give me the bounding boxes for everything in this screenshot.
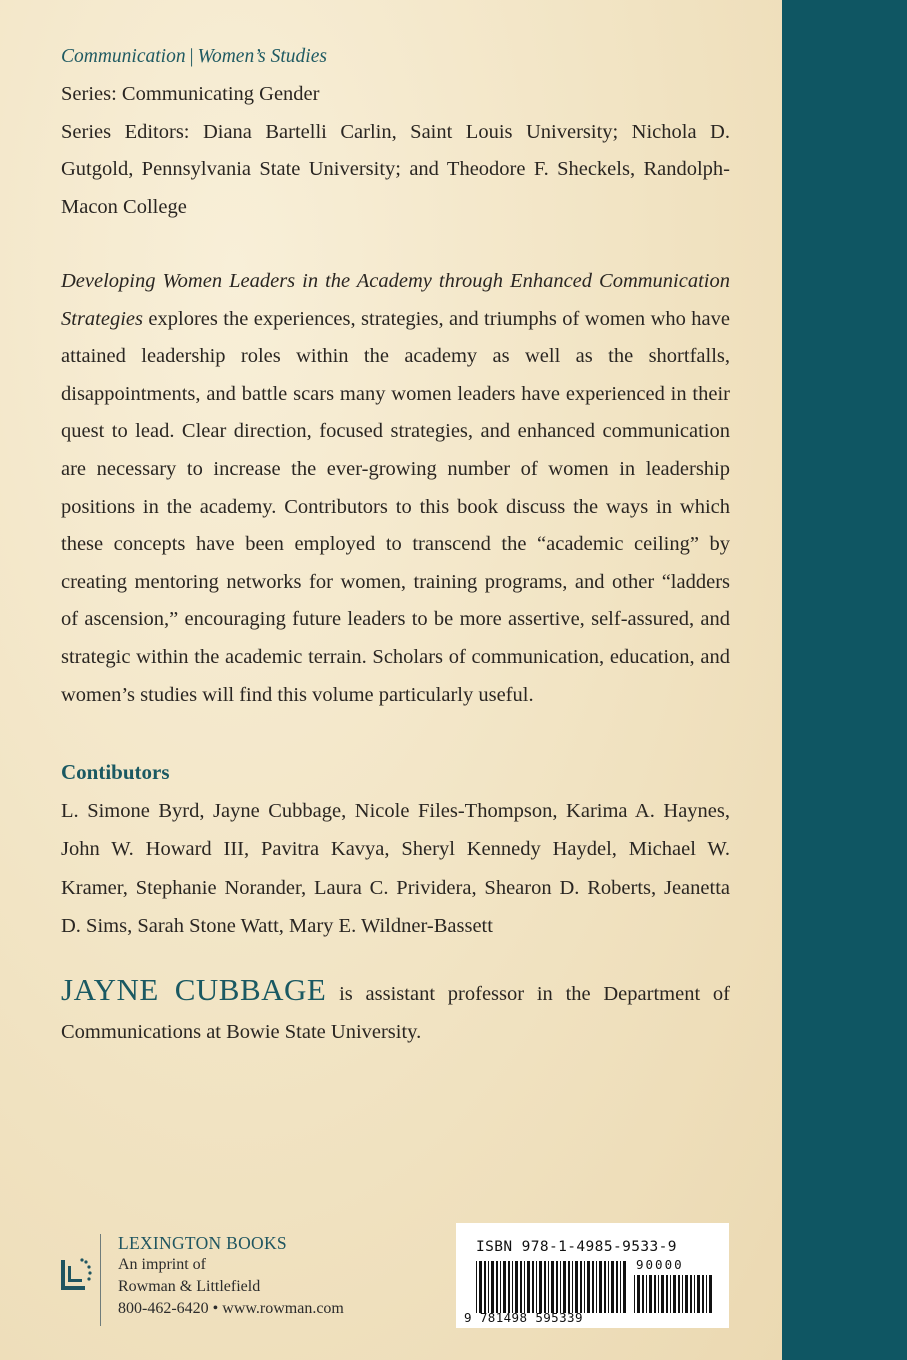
category-line — [61, 44, 730, 70]
publisher-block — [58, 1232, 388, 1327]
contributors-heading: Contibutors — [61, 760, 170, 785]
description-body: explores the experiences, strategies, and triumphs of women who have attained leadership roles within the academy as well as the shortfalls, disappointments, and battle scars many women leaders have experienced in their quest to lead. Clear direction, focused strategies, and enhanced communication are necessary to increase the ever-growing number of women in leadership positions in the academy. Contributors to this book discuss the ways in which these concepts have been employed to transcend the “academic ceiling” by creating mentoring networks for women, training programs, and other “ladders of ascension,” encouraging future leaders to be more assertive, self-assured, and strategic within the academic terrain. Scholars of communication, education, and women’s studies will find this volume particularly useful. — [61, 307, 730, 706]
barcode-icon — [476, 1261, 628, 1313]
publisher-parent: Rowman & Littlefield — [118, 1278, 261, 1295]
series-line: Series: Communicating Gender — [61, 83, 320, 105]
author-description: is assistant professor in the Department of Communications at Bowie State University. — [61, 983, 730, 1044]
isbn-label: ISBN 978-1-4985-9533-9 — [476, 1239, 677, 1255]
barcode-addon-digits: 90000 — [636, 1257, 684, 1272]
category-womens-studies: Women’s Studies — [197, 46, 327, 67]
back-cover-text — [61, 44, 730, 1072]
spine-band — [782, 0, 907, 1360]
publisher-contact: 800-462-6420 • www.rowman.com — [118, 1300, 344, 1317]
barcode-digits: 9 781498 595339 — [464, 1310, 583, 1325]
contributors-list: L. Simone Byrd, Jayne Cubbage, Nicole Files-Thompson, Karima A. Haynes, John W. Howard III, Pavitra Kavya, Sheryl Kennedy Haydel, Michael W. Kramer, Stephanie Norander, Laura C. Prividera, Shearon D. Roberts, Jeanetta D. Sims, Sarah Stone Watt, Mary E. Wildner-Bassett — [61, 800, 730, 938]
category-communication: Communication — [61, 46, 186, 67]
book-description — [61, 263, 730, 714]
publisher-imprint: An imprint of — [118, 1256, 206, 1273]
publisher-divider — [100, 1234, 101, 1326]
series-editors: Series Editors: Diana Bartelli Carlin, Saint Louis University; Nichola D. Gutgold, Pennsylvania State University; and Theodore F. Sheckels, Randolph-Macon College — [61, 120, 730, 218]
author-bio — [61, 971, 730, 1051]
publisher-text — [118, 1232, 344, 1320]
barcode-addon-icon — [634, 1275, 714, 1313]
lexington-logo-icon — [58, 1256, 92, 1296]
isbn-barcode — [456, 1223, 729, 1328]
author-name: JAYNE CUBBAGE — [61, 972, 327, 1008]
book-title-italic: Developing Women Leaders in the Academy through Enhanced Communication Strategies — [61, 270, 730, 330]
category-separator: | — [189, 46, 194, 67]
publisher-name: LEXINGTON BOOKS — [118, 1233, 287, 1253]
